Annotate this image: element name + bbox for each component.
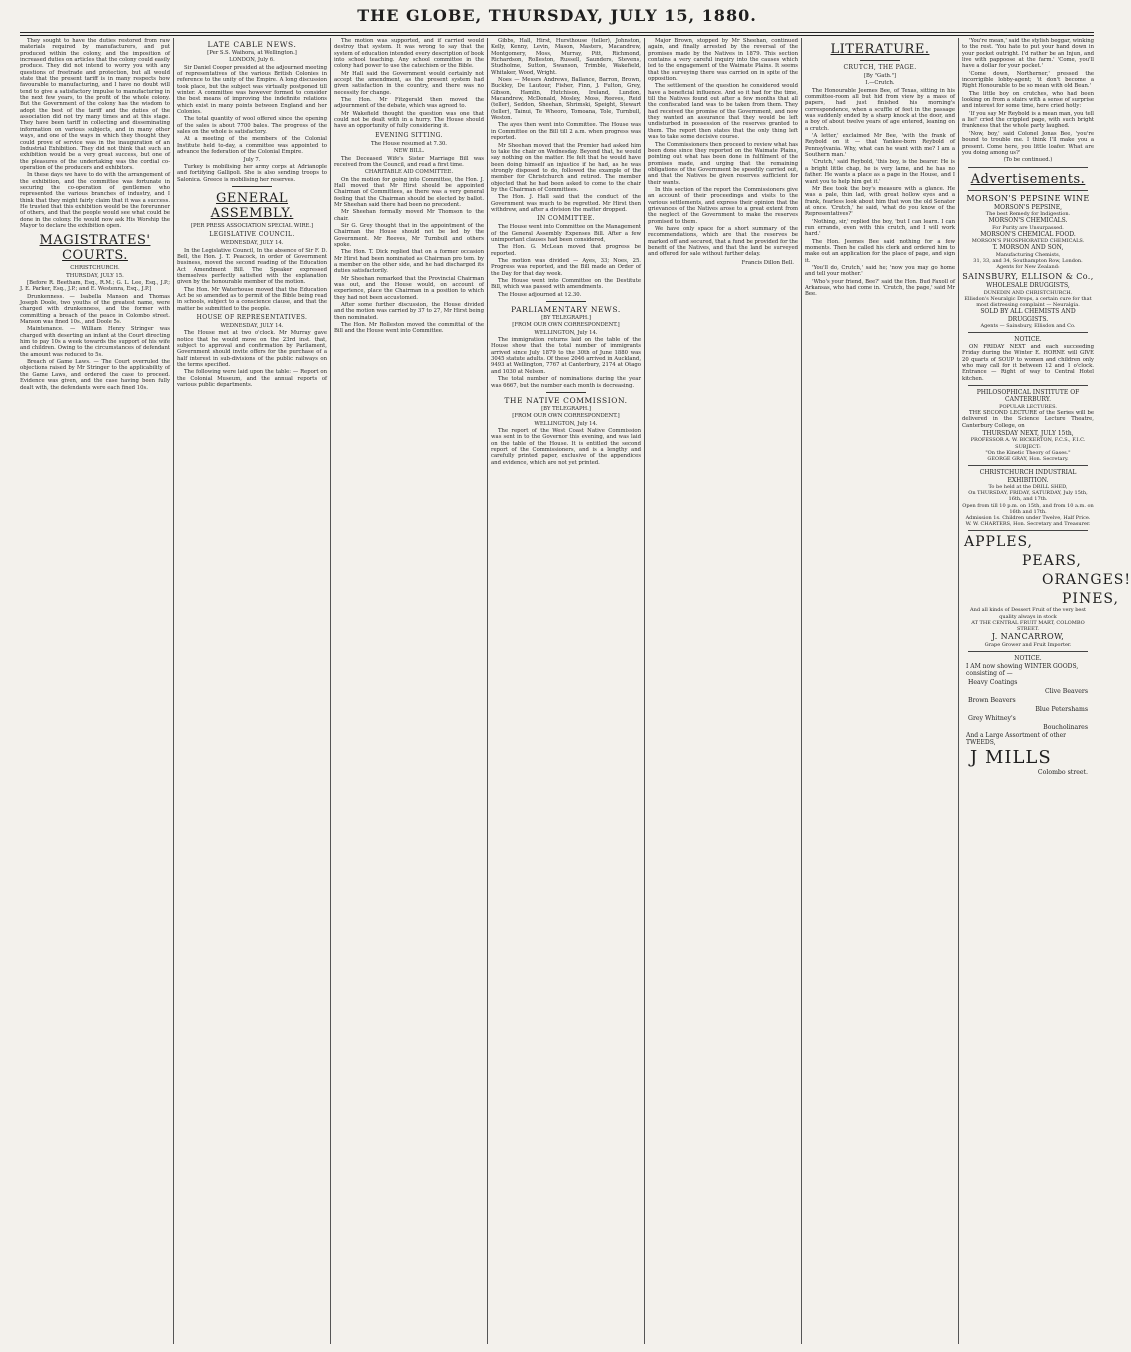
column-separator (801, 38, 802, 1344)
story-paragraph: 'If you say Mr Reybold is a mean man, you tell a lie!' cried the crippled page, with such bright frankness that the whole party laughed. (962, 110, 1094, 130)
ad-word: APPLES, (964, 534, 1034, 551)
ad-title: CHRISTCHURCH INDUSTRIAL EXHIBITION. (979, 469, 1077, 484)
article-paragraph: The Deceased Wife's Sister Marriage Bill was received from the Council, and read a first time. (334, 155, 484, 168)
column-1 (20, 38, 170, 1342)
divider (968, 190, 1088, 191)
ad-line: MORSON'S PHOSPHORATED CHEMICALS. (971, 238, 1085, 245)
story-title: CRUTCH, THE PAGE. (843, 64, 917, 71)
ad-line: For Purity are Unsurpassed. (992, 224, 1064, 231)
story-paragraph: 'Crutch,' said Reybold, 'this boy, is the bearer. He is a bright little chap, he is very lame, and he has no father. He wants a place as a page in the House, and I want you to help him get it.' (805, 159, 955, 185)
ad-list-item: Boucholinares (1043, 723, 1088, 731)
story-paragraph: 'Nothing, sir,' replied the boy, 'but I can learn. I can run errands, even with this crutch, and I will work hard.' (805, 218, 955, 238)
section-heading-general-assembly: GENERAL ASSEMBLY. (210, 190, 294, 221)
dateline: [PER PRESS ASSOCIATION SPECIAL WIRE.] (190, 222, 314, 229)
advertisement-exhibition (962, 469, 1094, 527)
story-paragraph: The Honourable Jeemes Bee, of Texas, sitting in his committee-room all but hid from view by a mass of papers, had just finished his morning's correspondence, when a scuffle of feet in the passage was suddenly ended by a sharp knock at the door, and a boy of about twelve years of age entered, leaning on a crutch. (805, 87, 955, 132)
dateline: [FROM OUR OWN CORRESPONDENT.] (512, 322, 620, 329)
dateline: WELLINGTON, July 14. (534, 329, 598, 336)
dateline: The House resumed at 7.30. (371, 140, 447, 147)
ad-line: To be held at the DRILL SHED, (988, 483, 1068, 490)
ad-word: PINES, (1062, 591, 1119, 608)
sub-heading: EVENING SITTING. (375, 131, 443, 139)
column-3 (334, 38, 484, 1342)
article-paragraph: Mr Sheehan formally moved Mr Thomson to the chair. (334, 209, 484, 222)
article-paragraph: Noes — Messrs Andrews, Ballance, Barron, Brown, Buckley, De Lautour, Fisher, Finn, J. Fulton, Grey, Gibson, Hamlin, Hutchison, Ireland, Lundon, Macandrew, McDonald, Mosley, Moss, Reeves, Reid (teller), Seddon, Sheehan, Shrimski, Speight, Stewart (teller), Tainui, Te Wheoro, Tomoana, Tole, Turnbull, Weston. (491, 77, 641, 122)
story-author: [By "Gath."] (863, 73, 897, 79)
dateline: [FROM OUR OWN CORRESPONDENT.] (512, 413, 620, 420)
ad-line: MORSON'S CHEMICALS. (988, 217, 1068, 225)
sub-heading: IN COMMITTEE. (537, 215, 595, 223)
article-paragraph: Mr Sheehan moved that the Premier had asked him to take the chair on Wednesday. Beyond that, he would say nothing on the matter. He felt that he would have been doing himself an injustice if he had, as he was strongly disposed to do, followed the example of the member for Christchurch and retired. The member objected that he had been asked to come to the chair by the Chairman of Committees. (491, 142, 641, 193)
ad-line: GEORGE GRAY, Hon. Secretary. (987, 455, 1069, 462)
ad-line: Grape Grower and Fruit Importer. (984, 642, 1072, 649)
article-paragraph: [Before R. Beetham, Esq., R.M.; G. L. Lee, Esq., J.P.; J. E. Parker, Esq., J.P.; and E. Westenra, Esq., J.P.] (20, 280, 170, 293)
ad-line: SUBJECT: (1015, 443, 1041, 450)
ad-line: 31, 33, and 34, Southampton Row, London. (973, 257, 1083, 264)
story-chapter: I.—Crutch. (865, 80, 895, 87)
section-heading-advertisements: Advertisements. (970, 171, 1086, 187)
section-heading-cable: LATE CABLE NEWS. (207, 40, 297, 49)
dateline: THURSDAY, JULY 15. (66, 272, 124, 279)
ad-list-item: Blue Petershams (1035, 705, 1088, 713)
article-paragraph: The ayes then went into Committee. The House was in Committee on the Bill till 2 a.m. when progress was reported. (491, 122, 641, 142)
article-paragraph: In these days we have to do with the arrangement of the exhibition, and the committee was fortunate in securing the co-operation of gentlemen who represented the various branches of industry, and I think that they might fairly claim that it was a success. He trusted that this exhibition would be the forerunner of others, and that the people would see what could be done in the colony. He would now ask His Worship the Mayor to declare the exhibition open. (20, 172, 170, 229)
article-paragraph: The immigration returns laid on the table of the House show that the total number of immigrants arrived since July 1879 to the 30th of June 1880 was 3045 statute adults. Of these 2046 arrived in Auckland, 9493 at Wellington, 7767 at Canterbury, 2174 at Otago and 1030 at Nelson. (491, 337, 641, 375)
divider (968, 465, 1088, 466)
to-be-continued: (To be continued.) (1003, 157, 1053, 164)
ad-list-item: Heavy Coatings (968, 678, 1018, 686)
ad-line: SOLD BY ALL CHEMISTS AND DRUGGISTS. (980, 308, 1076, 323)
masthead: THE GLOBE, THURSDAY, JULY 15, 1880. (357, 6, 757, 25)
article-paragraph: The Hon. Mr Rolleston moved the committal of the Bill and the House went into Committee. (334, 322, 484, 335)
column-separator (173, 38, 174, 1344)
column-4 (491, 38, 641, 1342)
article-paragraph: The Commissioners then proceed to review what has been done since they reported on the Waimate Plains, pointing out what has been done in fulfilment of the promises made, and urging that the remaining obligations of the Government be speedily carried out, and that the Natives be given reserves sufficient for their wants. (648, 141, 798, 186)
column-7 (962, 38, 1131, 1342)
dateline: WEDNESDAY, JULY 14. (220, 323, 284, 329)
story-paragraph: The Hon. Jeemes Bee said nothing for a few moments. Then he called his clerk and ordered him to make out an application for the place of page, and sign it. (805, 238, 955, 264)
ad-line: MORSON'S CHEMICAL FOOD. (980, 230, 1076, 238)
ad-title: PHILOSOPHICAL INSTITUTE OF CANTERBURY. (976, 388, 1080, 404)
article-paragraph: Mr Sheehan remarked that the Provincial Chairman was out, and the House would, on account of experience, place the Chairman in a position to which they had not been accustomed. (334, 275, 484, 301)
ad-title: SAINSBURY, ELLISON & Co., (962, 272, 1094, 282)
article-paragraph: The Hon. J. Hall said that the conduct of the Government was much to be regretted. Mr Hirst then withdrew, and after a division the matter dropped. (491, 194, 641, 213)
section-heading-parliamentary: PARLIAMENTARY NEWS. (511, 305, 621, 315)
divider (968, 530, 1088, 531)
divider (968, 332, 1088, 333)
article-paragraph: The following were laid upon the table: — Report on the Colonial Museum, and the annual reports of various public departments. (177, 369, 327, 389)
column-separator (958, 38, 959, 1344)
ad-line: DUNEDIN AND CHRISTCHURCH. (983, 289, 1073, 296)
article-paragraph: The report of the West Coast Native Commission was sent in to the Governor this evening, and was laid on the table of the House. It is entitled the second report of the Commissioners, and is a lengthy and carefully printed paper, exclusive of the appendices and evidence, which are not yet printed. (491, 427, 641, 466)
ad-line: Admission 1s. Children under Twelve, Half Price. (965, 514, 1091, 521)
column-6 (805, 38, 955, 1342)
dateline: LONDON, July 6. (229, 57, 275, 64)
ad-list-item: Brown Beavers (968, 696, 1016, 704)
ad-line: PROFESSOR A. W. BICKERTON, F.C.S., F.I.C. (970, 437, 1086, 444)
ad-title: NOTICE. (1014, 336, 1042, 344)
dateline: [BY TELEGRAPH.] (541, 315, 591, 322)
article-paragraph: The Hon. T. Dick replied that on a former occasion Mr Hirst had been nominated as Chairman pro tem. by a member on the other side, and he had discharged its duties satisfactorily. (334, 249, 484, 275)
dateline: WEDNESDAY, JULY 14. (220, 240, 284, 247)
ad-list-item: Grey Whitney's (968, 714, 1016, 722)
ad-line: Agents for New Zealand: (996, 264, 1060, 271)
ad-merchant-name: J MILLS (970, 747, 1052, 769)
advertisement-mills (962, 655, 1094, 777)
dateline: WELLINGTON, July 14. (534, 420, 598, 427)
divider (546, 301, 586, 302)
column-5 (648, 38, 798, 1342)
dateline: July 7. (243, 156, 261, 163)
dateline: NEW BILL. (393, 148, 425, 155)
ad-list-item: Clive Beavers (1044, 687, 1088, 695)
article-paragraph: The total quantity of wool offered since the opening of the sales is about 7700 bales. The progress of the sales on the whole is satisfactory. (177, 116, 327, 136)
article-paragraph: In this section of the report the Commissioners give an account of their proceedings and visits to the various settlements, and express their opinion that the grievances of the Natives arose to a great extent from the neglect of the Government to make the reserves promised to them. (648, 186, 798, 225)
dateline: CHRISTCHURCH. (70, 265, 120, 272)
dateline: [Per S.S. Waihora, at Wellington.] (207, 50, 297, 56)
advertisement-soup-notice (962, 336, 1094, 381)
article-paragraph: Mr Hall said the Government would certainly not accept the amendment, as the present system had given satisfaction in the country, and there was no necessity for change. (334, 70, 484, 96)
ad-line: POPULAR LECTURES. (999, 403, 1057, 410)
article-paragraph: After some further discussion, the House divided and the motion was carried by 37 to 27, Mr Hirst being then nominated. (334, 302, 484, 321)
article-paragraph: Sir G. Grey thought that in the appointment of the Chairman the House should not be led by the Government. Mr Reeves, Mr Turnbull and others spoke. (334, 222, 484, 248)
story-paragraph: Mr Bee took the boy's measure with a glance. He was a pale, thin lad, with great hollow eyes and a frank, fearless look about him that won the old Senator at once. 'Crutch,' he said, 'what do you know of the Representatives?' (805, 185, 955, 218)
divider (968, 167, 1088, 168)
article-paragraph: Turkey is mobilising her army corps at Adrianople and fortifying Gallipoli. She is also sending troops to Salonica. Greece is mobilising her reserves. (177, 163, 327, 183)
ad-line: Open from till 10 p.m. on 15th, and from 10 a.m. on 16th and 17th. (962, 502, 1094, 515)
advertisement-morson (962, 194, 1094, 271)
ad-line: Manufacturing Chemists, (995, 251, 1061, 258)
ad-title: NOTICE. (1014, 655, 1042, 663)
article-paragraph: The House adjourned at 12.30. (498, 291, 582, 298)
ad-line: J. NANCARROW, (991, 632, 1065, 642)
signature: Francis Dillon Bell. (741, 259, 794, 266)
divider (968, 385, 1088, 386)
story-paragraph: 'A letter,' exclaimed Mr Bee, 'with the frank of Reybold on it — that Yankee-born Reybold of Pennsylvania. Why, what can he want with me? I am a Southern man.' (805, 133, 955, 159)
ad-line: AT THE CENTRAL FRUIT MART, COLOMBO STREET. (971, 619, 1085, 632)
ad-line: WHOLESALE DRUGGISTS, (986, 282, 1070, 290)
ad-line: T. MORSON AND SON, (992, 244, 1064, 252)
ad-line: "On the Kinetic Theory of Gases." (985, 449, 1071, 456)
story-paragraph: The little boy on crutches, who had been looking on from a stairs with a sense of surprise and interest for some time, here cried hotly: (962, 90, 1094, 110)
ad-line: W. W. CHARTERS, Hon. Secretary and Treasurer. (965, 521, 1091, 528)
advertisement-sainsbury (962, 272, 1094, 329)
article-paragraph: We have only space for a short summary of the recommendations, which are that the reserves be marked off and secured, that a fund be provided for the benefit of the Natives, and that the land be surveyed and offered for sale without further delay. (648, 225, 798, 258)
article-paragraph: In the Legislative Council, In the absence of Sir F. D. Bell, the Hon. J. T. Peacock, in order of Government business, moved the second reading of the Education Act Amendment Bill. The Speaker expressed themselves perfectly satisfied with the explanation given by the honourable member of the motion. (177, 247, 327, 286)
section-heading-magistrates: MAGISTRATES' COURTS. (39, 233, 151, 264)
article-paragraph: The Hon. Mr Fitzgerald then moved the adjournment of the debate, which was agreed to. (334, 97, 484, 110)
article-paragraph: The Hon. G. McLean moved that progress be reported. (491, 244, 641, 257)
ad-word: PEARS, (1022, 553, 1082, 570)
article-paragraph: Sir Daniel Cooper presided at the adjourned meeting of representatives of the various British Colonies in reference to the unity of the Empire. A long discussion took place, but the subject was virtually postponed till winter. A committee was however formed to consider the best means of improving the indefinite relations which exist in many points between England and her Colonies. (177, 64, 327, 116)
advertisement-philosophical-institute (962, 389, 1094, 462)
advertisement-fruit-mart (962, 534, 1131, 649)
article-paragraph: Mr Wakefield thought the question was one that could not be dealt with in a hurry. The House should have an opportunity of fully considering it. (334, 110, 484, 130)
article-paragraph: The House went into Committee on the Destitute Bill, which was passed with amendments. (491, 278, 641, 291)
divider (968, 651, 1088, 652)
article-paragraph: They sought to have the duties restored from raw materials required by manufacturers, and put produced within the colony, and the imposition of increased duties on articles that the colony could easily produce. They did not intend to worry you with any questions of freetrade and protection, but all would state that the present tariff is in many respects how favourable to manufacturing, and I have no doubt will tend to give a satisfactory impulse to manufacturing in the next few years, to the profit of the whole colony. But the Government of the colony has the wisdom to adopt the best of the tariff and the duties of the association did not try many times and at this stage. They have been tariff in collecting and disseminating information on various subjects, and in many other ways, and one of the ways in which they thought they could prove of service was in the inauguration of an Industrial Exhibition. They did not think that such an exhibition would be a very great success, but one of the pleasures of the undertaking was the cordial co-operation of the producers and exhibitors. (20, 38, 170, 171)
dateline: [BY TELEGRAPH.] (541, 405, 591, 412)
masthead-rule (20, 32, 1094, 33)
story-paragraph: 'Who's your friend, Bee?' said the Hon. Bud Faxoll of Arkansas, who had come in. 'Crutch, the page,' said Mr Bee. (805, 278, 955, 298)
ad-line: MORSON'S PEPSINE, (994, 203, 1062, 211)
article-paragraph: The Hon. Mr Waterhouse moved that the Education Act be so amended as to permit of the Bible being read in schools, subject to a conscience clause, and that the matter be submitted to the people. (177, 286, 327, 312)
ad-line: And all kinds of Dessert Fruit of the very best quality always in stock (970, 607, 1086, 620)
ad-line: And a Large Assortment of other TWEEDS, (966, 731, 1067, 747)
story-paragraph: 'Come down, Northerner,' pressed the incorrigible lobby-agent; 'it don't become a Right Honourable to be so mean with old Bean.' (962, 70, 1094, 90)
article-paragraph: The motion was supported, and if carried would destroy that system. It was wrong to say that the system of education intended every description of book into school teaching. Any school committee in the colony had power to use the catechism or the Bible. (334, 38, 484, 70)
column-separator (644, 38, 645, 1344)
divider (546, 392, 586, 393)
section-heading-literature: LITERATURE. (830, 42, 930, 57)
article-paragraph: At a meeting of the members of the Colonial Institute held to-day, a committee was appointed to advance the federation of the Colonial Empire. (177, 136, 327, 156)
ad-line: THURSDAY NEXT, JULY 15th, (982, 429, 1074, 437)
article-paragraph: The total number of nominations during the year was 6667, but the number each month is decreasing. (491, 376, 641, 389)
divider (232, 186, 272, 187)
column-separator (487, 38, 488, 1344)
column-separator (330, 38, 331, 1344)
article-paragraph: Drunkenness. — Isabella Manson and Thomas Joseph Doole, two youths of the greatest name, were charged with drunkenness, and the former with committing a breach of the peace in Colombo street. Manson was fined 10s., and Doole 5s. (20, 293, 170, 326)
ad-word: ORANGES! (1042, 572, 1131, 589)
article-paragraph: On the motion for going into Committee, the Hon. J. Hall moved that Mr Hirst should be appointed Chairman of Committees, as there was a very general feeling that the Chairman should be elected by ballot. Mr Sheehan said there had been no precedent. (334, 176, 484, 208)
divider (860, 60, 900, 61)
story-paragraph: 'You're mean,' said the stylish beggar, winking to the rest. 'You hate to put your hand down in your pocket outright. I'd rather be an Injun, and live with pappoose at the farm.' 'Come, you'll have a dollar for your pocket.' (962, 38, 1094, 70)
section-heading-native-commission: THE NATIVE COMMISSION. (504, 395, 628, 405)
ad-body: THE SECOND LECTURE of the Series will be delivered in the Science Lecture Theatre, Canterbury College, on (962, 409, 1094, 429)
sub-heading: HOUSE OF REPRESENTATIVES. (196, 314, 308, 321)
sub-heading: LEGISLATIVE COUNCIL. (209, 231, 295, 239)
story-paragraph: 'You'll do, Crutch,' said he; 'now you may go home and tell your mother.' (805, 264, 955, 278)
ad-line: Ellisdon's Neuralgic Drops, a certain cure for that most distressing complaint — Neuralgia. (964, 295, 1092, 309)
article-paragraph: The House went into Committee on the Management of the General Assembly Expenses Bill. After a few unimportant clauses had been considered, (491, 224, 641, 243)
column-2 (177, 38, 327, 1342)
article-paragraph: Gibbs, Hall, Hirst, Hursthouse (teller), Johnston, Kelly, Kenny, Levin, Mason, Masters, Macandrew, Montgomery, Moss, Murray, Pitt, Richmond, Richardson, Rolleston, Russell, Saunders, Stevens, Studholme, Sutton, Swanson, Trimble, Wakefield, Whitaker, Wood, Wright. (491, 38, 641, 76)
article-paragraph: The settlement of the question he considered would have a beneficial influence. And so it had for the time, till the Natives found out after a few months that all the confiscated land was to be taken from them. They had received the promise of the Government, and now they wanted an assurance that they would be left undisturbed in possession of the reserves granted to them. The report then states that the only thing left was to take some decisive course. (648, 83, 798, 141)
story-paragraph: 'Now, boy,' said Colonel Jonas Bee, 'you're bound to trouble me. I think I'll make you a present. Come here, you little loafer. What are you doing among us?' (962, 130, 1094, 156)
ad-line: On THURSDAY, FRIDAY, SATURDAY, July 15th, 16th, and 17th. (968, 490, 1088, 503)
article-paragraph: The House met at two o'clock. Mr Murray gave notice that he would move on the 23rd inst. that, subject to approval and confirmation by Parliament, Government should invite offers for the purchase of a half interest in sub-divisions of the public railways on the terms specified. (177, 330, 327, 369)
masthead-rule-double (20, 35, 1094, 36)
ad-line: The best Remedy for Indigestion. (985, 210, 1071, 217)
article-paragraph: Major Brown, stopped by Mr Sheehan, continued again, and finally arrested by the reversal of the promises made by the Natives in 1879. This section contains a very careful inquiry into the causes which led to the engagement of the Waimate Plains. It seems that the surveying there was carried on in spite of the opposition. (648, 38, 798, 83)
ad-body: ON FRIDAY NEXT and each succeeding Friday during the Winter E. HORNE will GIVE 20 quarts of SOUP to women and children only who may call for it between 12 and 1 o'clock. Entrance — Right of way to Central Hotel kitchen. (962, 343, 1094, 382)
article-paragraph: The motion was divided — Ayes, 33; Noes, 25. Progress was reported, and the Bill made an Order of the Day for that day week. (491, 258, 641, 277)
article-paragraph: Breach of Game Laws. — The Court overruled the objections raised by Mr Stringer to the applicability of the Game Laws, and ordered the case to proceed. Evidence was given, and the case having been fully dealt with, the defendants were each fined 10s. (20, 359, 170, 391)
dateline: CHARITABLE AID COMMITTEE. (364, 169, 454, 176)
ad-line: I AM now showing WINTER GOODS, consisting of — (966, 662, 1079, 678)
ad-line: Colombo street. (1037, 769, 1088, 777)
ad-title: MORSON'S PEPSINE WINE (966, 193, 1090, 203)
article-paragraph: Maintenance. — William Henry Stringer was charged with deserting an infant at the Court directing him to pay 10s a week towards the support of his wife and children. Owing to the circumstances of defendant the amount was reduced to 5s. (20, 326, 170, 358)
ad-line: Agents — Sainsbury, Ellisdon and Co. (980, 323, 1076, 330)
